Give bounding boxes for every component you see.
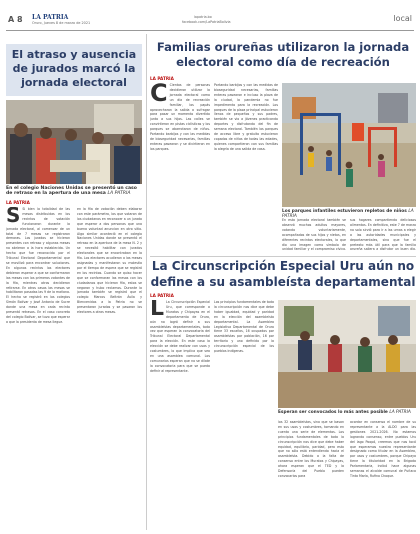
left-column-1: S Si bien la totalidad de las mesas distribuidas en los recintos de votación funcionaron durante la jornada electoral, al comenzar de un total de 7 mesas se registraron demoras. Los jurados se hicieron presentes con retraso y algunas mesas no abrieron a la hora establecida. Un hecho que fue reconocido por el Tribunal Electoral Departamental que se movilizó para encontrar soluciones. En algunos recintos los electores debieron esperar a que se conformaran las mesas con los primeros votantes de la fila, mientras otros decidieron retirarse. En otros casos las mesas se habilitaron pasadas las 9 de la mañana. El hecho se registró en los colegios Simón Bolívar y José Antonio de Sucre donde una mesa en cada recinto presentó retrasos. En el caso concreto del colegio Bolívar, se tuvo que esperar a que la presidenta de mesa llegue.: [6, 207, 70, 324]
bottom-column-4: acordar en consenso el nombre de su representante a la ALDO para las gestiones 2021-2026. No estamos logrando consenso, entre pueblos Uru del lago Poopó, creemos que nos tocó que esperamos nuestro representante designado como titular en la Asamblea, por usos y costumbres, porque Chipaya tiene la titularidad en la Brigada Parlamentaria, indicó hace algunas semanas el alcalde comunal de Puñaca Tinta María, Rufino Choque.: [350, 420, 416, 478]
left-photo: [6, 100, 142, 184]
left-byline: LA PATRIA: [6, 200, 30, 205]
right-photo-credit: LA PATRIA: [282, 209, 414, 220]
page-header: [6, 11, 414, 29]
left-column-2: en la fila de votación deben elaborar con este parámetro, los que votaron de los ciudadanos en reconocer a un jurado que esperar a dos personas que una buena voluntad anuncian en otro sitio. Algo similar aconteció en el colegio Naciones Unidas donde se presentó el retraso en la apertura de la mesa N. 2 y se necesitó habilitar con jurados electorales que se encontraban en la fila. Los electores acudieron a las mesas asignadas y manifestaron su molestia por el tiempo de espera que se registró en los recintos. Cuando se quiso hacer que se conformaran las mesas con los ciudadanos que hicieron fila, estos se negaron y hubo reclamos. Durante la jornada también se registró que el colegio Marcos Beltrán Ávila y Bienvenidos a la Patria no se presentaron jurados y se pasaron los electores a otras mesas.: [77, 207, 142, 315]
bottom-photo-caption: Esperan ser convocados lo más antes posible LA PATRIA: [278, 410, 411, 415]
meeting-photo: [278, 300, 416, 408]
bottom-dropcap: L: [150, 300, 165, 321]
right-headline: Familias orureñas utilizaron la jornada electoral como día de recreación: [156, 40, 410, 69]
right-column-3: En esta jornada electoral también se observó muchos adultos mayores, votando voluntariamente, acompañados de sus hijos y nietos, en diferentes recintos electorales, lo que dio una imagen como símbolo de unidad familiar y el compromiso cívico.: [282, 218, 346, 252]
bottom-column-2: Los principios fundamentales de toda la circunscripción nos dice que debe haber igualdad, equidad y paridad en la elección del asambleísta departamental. La Asamblea Legislativa Departamental de Oruro tiene 33 escaños, 16 ocupados por asambleístas por población, 16 por territorio y uno definido por la circunscripción especial de los pueblos indígenas.: [214, 300, 274, 354]
header-date: Oruro, Jueves 8 de marzo de 2021: [32, 21, 91, 25]
bottom-column-3: los 32 asambleístas, sino que se basan en sus usos y costumbres, tomando en cuenta una serie de elementos. Los principios fundamentales de toda la circunscripción nos dice que debe haber equidad, equilibrio, paridad, pero esto que no sólo está entendiendo hacia el asambleísta. Debido a la falta de consenso entre los Muratos y Chipayas, ahora esperan que el TED y la Defensoría del Pueblo pueden convocarlos para: [278, 420, 344, 478]
page-number: A 8: [8, 15, 23, 24]
left-photo-credit: LA PATRIA: [107, 191, 131, 197]
bottom-photo-credit: LA PATRIA: [389, 410, 411, 415]
voters-photo: [6, 100, 142, 184]
header-web[interactable]: lapatria.bo: [194, 15, 212, 19]
right-column-4: sus hogares compartiendo deliciosos alimentos. En definitiva, este 7 de marzo no solo sirvió para ir a las urnas a elegir a las autoridades municipales y departamentales, sino que fue el pretexto más útil para que la familia orureña saliera a disfrutar un buen día.: [350, 218, 416, 252]
bottom-column-1: L La Circunscripción Especial Uru, que corresponde a Muratos y Chipayas en el departamento de Oruro, aún no logró definir a sus asambleístas departamentales, toda vez que esperan la convocatoria del Tribunal Electoral Departamental para la elección. En este caso la elección se debe realizar con usos y costumbres, lo que implica que sea en una asamblea comunal. Los comunarios esperan que no se dilate la convocatoria para que se pueda definir al representante.: [150, 300, 210, 373]
right-dropcap: C: [150, 83, 168, 107]
right-column-2: Portando barbijos y con las medidas de bioseguridad necesarias, familias enteras pasearon e incluso la plaza de la ciudad, la pandemia no fue impedimento para la recreación. Los parques de la plaza principal estuvieron llenos de pequeños y sus padres, también se vio a jóvenes practicando deportes y disfrutando del fin de semana electoral. También los parques de acceso libre y gratuito estuvieron copados de niños de todas las edades, quienes compartieron con sus familias la alegría de una salida de casa.: [214, 83, 278, 151]
playground-photo: [282, 83, 416, 207]
left-photo-caption: En el colegio Naciones Unidas se presentó un caso de retraso en la apertura de una mesa LA PATRIA: [6, 186, 137, 197]
bottom-byline: LA PATRIA: [150, 293, 174, 298]
right-photo: [282, 83, 416, 207]
right-column-1: C Cientos de personas decidieron utilizar la jornada electoral como un día de recreación familiar, los papás aprovecharon la salida a sufragar para pasar un momento divertido junto a sus hijos. Las calles se convirtieron en pistas ciclísticas y los parques se abarrotaron de niños. Portando barbijos y con las medidas de bioseguridad necesarias, familias enteras pasearon y se divirtieron en los parques.: [150, 83, 210, 151]
section-label: local: [393, 14, 412, 23]
bottom-headline: La Circunscripción Especial Uru aún no define a su asambleísta departamental: [150, 259, 416, 289]
right-photo-caption: Los parques infantiles estuvieron repletos de niños LA PATRIA: [282, 209, 414, 220]
right-byline: LA PATRIA: [150, 76, 174, 81]
left-headline: El atraso y ausencia de jurados marcó la jornada electoral: [11, 48, 137, 89]
header-facebook[interactable]: facebook.com/LaPatriaBolivia: [182, 20, 231, 24]
brand-logo: LA PATRIA: [32, 14, 69, 21]
bottom-photo: [278, 300, 416, 408]
left-dropcap: S: [6, 207, 21, 227]
